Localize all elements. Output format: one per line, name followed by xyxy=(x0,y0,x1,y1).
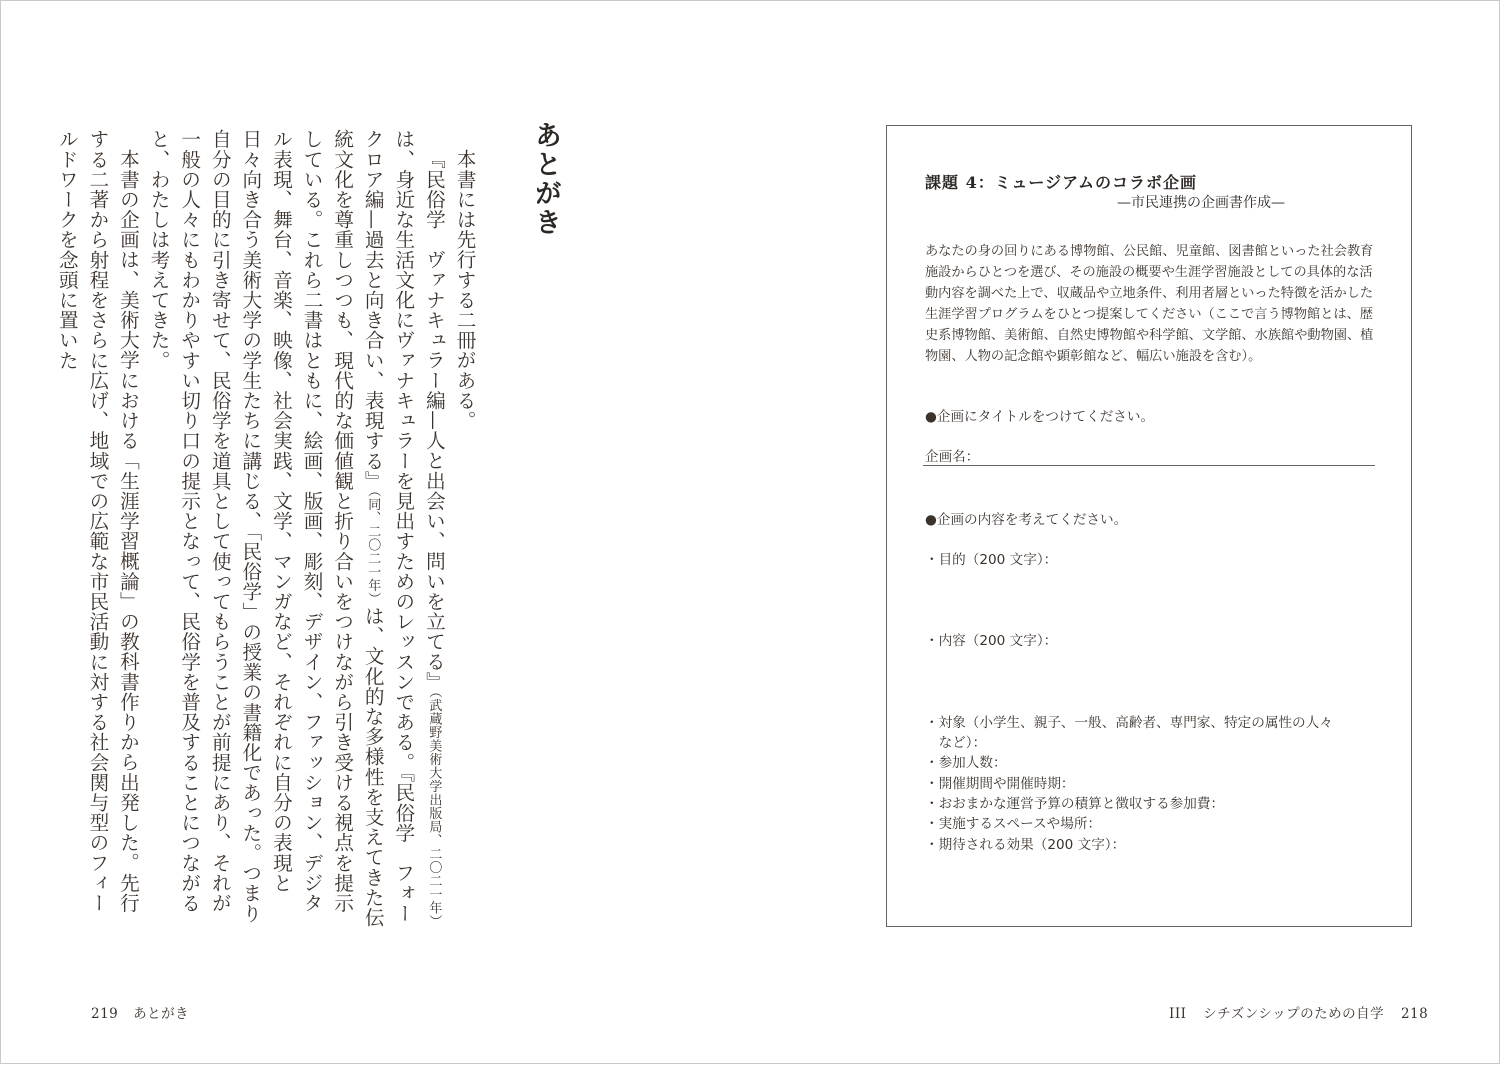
effects-field-label: ・期待される効果（200 文字）： xyxy=(925,837,1126,853)
paragraph-text: 本書の企画は、美術大学における「生涯学習概論」の教科書作りから出発した。先行する二著から射程をさらに広げ、地域での広範な市民活動に対する社会関与型のフィールドワークを念頭に置いた xyxy=(55,129,140,913)
running-header: あとがき xyxy=(133,1006,190,1022)
paragraph-text: は、身近な生活文化にヴァナキュラーを見出すためのレッスンである。『民俗学 フォークロア編—過去と向き合い、表現する』 xyxy=(361,129,415,924)
paragraph-text: 本書には先行する二冊がある。 xyxy=(453,148,476,430)
afterword-paragraph xyxy=(142,129,448,929)
target-field-label: ・対象（小学生、親子、一般、高齢者、専門家、特定の属性の人々 xyxy=(925,715,1333,731)
paragraph-text: は、文化的な多様性を支えてきた伝統文化を尊重しつつも、現代的な価値観と折り合いをつけながら引き受ける視点を提示している。これら二書はともに、絵画、版画、彫刻、デザイン、ファッション、デジタル表現、舞台、音楽、映像、社会実践、文学、マンガなど、それぞれに自分の表現と日々向き合う美術大学の学生たちに講じる、「民俗学」の授業の書籍化であった。つまり自分の目的に引き寄せて、民俗学を道具として使ってもらうことが前提にあり、それが一般の人々にもわかりやすい切り口の提示となって、民俗学を普及することにつながると、わたしは考えてきた。 xyxy=(147,129,385,928)
purpose-field-label: ・目的（200 文字）： xyxy=(925,552,1058,568)
content-prompt: ●企画の内容を考えてください。 xyxy=(925,512,1128,528)
inline-citation: （武蔵野美術大学出版局、二〇二一年） xyxy=(426,691,442,928)
assignment-worksheet xyxy=(886,125,1412,927)
paragraph-text: 『民俗学 ヴァナキュラー編—人と出会い、問いを立てる』 xyxy=(422,148,446,692)
venue-field-label: ・実施するスペースや場所： xyxy=(925,816,1102,832)
participants-field-label: ・参加人数： xyxy=(925,755,1007,771)
left-page-footer xyxy=(91,1002,189,1022)
plan-name-underline xyxy=(923,465,1375,466)
afterword-paragraph xyxy=(448,129,479,929)
title-prompt: ●企画にタイトルをつけてください。 xyxy=(925,409,1155,425)
inline-citation: （同、二〇二一年） xyxy=(365,490,381,606)
page-number: 218 xyxy=(1400,1006,1429,1022)
budget-field-label: ・おおまかな運営予算の積算と徴収する参加費： xyxy=(925,796,1225,812)
right-page-footer xyxy=(1169,1002,1428,1022)
worksheet-subtitle: —市民連携の企画書作成— xyxy=(1117,195,1285,211)
afterword-title: あとがき xyxy=(530,121,561,237)
plan-name-label: 企画名： xyxy=(925,449,980,465)
worksheet-instructions: あなたの身の回りにある博物館、公民館、児童館、図書館といった社会教育施設からひとつを選び、その施設の概要や生涯学習施設としての具体的な活動内容を調べた上で、収蔵品や立地条件、利用者層といった特徴を活かした生涯学習プログラムをひとつ提案してください（ここで言う博物館とは、歴史系博物館、美術館、自然史博物館や科学館、文学館、水族館や動物園、植物園、人物の記念館や顕彰館など、幅広い施設を含む）。 xyxy=(925,244,1374,364)
page-number: 219 xyxy=(91,1006,119,1022)
period-field-label: ・開催期間や開催時期： xyxy=(925,776,1075,792)
content-field-label: ・内容（200 文字）： xyxy=(925,633,1058,649)
part-number: III xyxy=(1169,1006,1187,1022)
target-field-label-cont: など）： xyxy=(925,735,987,751)
worksheet-title: 課題 4：ミュージアムのコラボ企画 xyxy=(925,173,1197,192)
running-header: シチズンシップのための自学 xyxy=(1203,1006,1385,1022)
afterword-paragraph xyxy=(51,129,143,929)
afterword-body xyxy=(55,129,479,929)
